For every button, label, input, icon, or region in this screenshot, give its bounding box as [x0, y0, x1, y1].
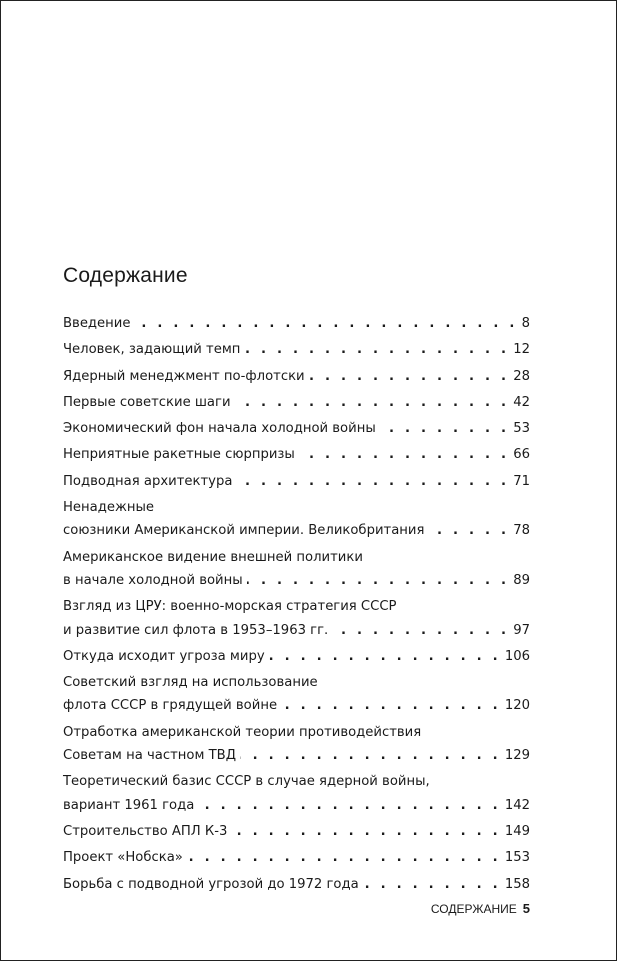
toc-page-number: 78 — [513, 523, 530, 539]
dot-leader — [299, 443, 509, 466]
dot-leader — [236, 470, 509, 493]
toc-page-number: 142 — [504, 797, 530, 813]
toc-page-number: 158 — [504, 876, 530, 892]
toc-entry-title: Американское видение внешней политики — [63, 549, 363, 565]
running-footer — [431, 901, 530, 916]
toc-entry[interactable] — [63, 595, 530, 642]
toc-entry[interactable] — [63, 417, 530, 440]
toc-entry-title: Отработка американской теории противодействия — [63, 724, 422, 740]
toc-entry[interactable] — [63, 770, 530, 817]
toc-page-number: 120 — [504, 698, 530, 714]
dot-leader — [231, 820, 500, 843]
dot-leader — [363, 873, 501, 896]
toc-entry-title: Экономический фон начала холодной войны — [63, 421, 376, 437]
toc-page-number: 153 — [504, 850, 530, 866]
toc-entry-title: в начале холодной войны — [63, 572, 243, 588]
toc-entry-title: Взгляд из ЦРУ: военно-морская стратегия СССР — [63, 599, 397, 615]
toc-entry[interactable] — [63, 645, 530, 668]
dot-leader — [269, 645, 501, 668]
toc-entry-title: Борьба с подводной угрозой до 1972 года — [63, 876, 359, 892]
dot-leader — [309, 365, 510, 388]
toc-entry-title: Подводная архитектура — [63, 473, 233, 489]
toc-page-number: 129 — [504, 748, 530, 764]
dot-leader — [380, 417, 509, 440]
toc-entry-title: флота СССР в грядущей войне — [63, 698, 278, 714]
toc-entry[interactable] — [63, 721, 530, 768]
dot-leader — [240, 744, 501, 767]
toc-entry-title: Советский взгляд на использование — [63, 675, 318, 691]
dot-leader — [281, 694, 501, 717]
toc-page-number: 106 — [504, 648, 530, 664]
page-title: Содержание — [63, 264, 188, 287]
table-of-contents — [63, 312, 530, 899]
toc-entry[interactable] — [63, 470, 530, 493]
dot-leader — [247, 569, 510, 592]
page-number: 5 — [522, 901, 530, 916]
toc-entry-title: и развитие сил флота в 1953–1963 гг. — [63, 622, 329, 638]
toc-entry-title: Строительство АПЛ К-3 — [63, 823, 228, 839]
dot-leader — [244, 338, 509, 361]
toc-entry-title: вариант 1961 года — [63, 797, 195, 813]
toc-entry[interactable] — [63, 443, 530, 466]
dot-leader — [134, 312, 517, 335]
toc-entry[interactable] — [63, 391, 530, 414]
toc-entry[interactable] — [63, 546, 530, 593]
dot-leader — [198, 794, 501, 817]
dot-leader — [235, 391, 510, 414]
toc-entry[interactable] — [63, 365, 530, 388]
toc-entry[interactable] — [63, 338, 530, 361]
toc-page-number: 71 — [513, 473, 530, 489]
toc-page-number: 8 — [521, 316, 530, 331]
toc-entry-title: Первые советские шаги — [63, 394, 231, 410]
toc-page-number: 66 — [513, 447, 530, 463]
toc-entry[interactable] — [63, 820, 530, 843]
toc-entry-title: союзники Американской империи. Великобритания — [63, 523, 425, 539]
dot-leader — [428, 519, 509, 542]
toc-page-number: 97 — [513, 622, 530, 638]
toc-entry[interactable] — [63, 671, 530, 718]
toc-entry-title: Ядерный менеджмент по-флотски — [63, 368, 305, 384]
toc-page-number: 28 — [513, 368, 530, 384]
dot-leader — [332, 619, 509, 642]
toc-entry-title: Ненадежные — [63, 500, 154, 516]
toc-entry-title: Советам на частном ТВД — [63, 748, 237, 764]
toc-entry-title: Проект «Нобска» — [63, 850, 183, 866]
toc-entry-title: Откуда исходит угроза миру — [63, 648, 265, 664]
toc-page-number: 42 — [513, 394, 530, 410]
toc-entry-title: Человек, задающий темп — [63, 342, 241, 358]
toc-entry[interactable] — [63, 846, 530, 869]
footer-section: СОДЕРЖАНИЕ — [430, 902, 517, 916]
toc-entry[interactable] — [63, 312, 530, 335]
toc-page-number: 89 — [513, 572, 530, 588]
toc-page-number: 149 — [504, 823, 530, 839]
toc-page-number: 12 — [513, 342, 530, 358]
toc-entry-title: Теоретический базис СССР в случае ядерной войны, — [63, 774, 430, 790]
toc-page-number: 53 — [513, 421, 530, 437]
toc-entry-title: Неприятные ракетные сюрпризы — [63, 447, 295, 463]
toc-entry-title: Введение — [63, 316, 131, 331]
dot-leader — [187, 846, 501, 869]
toc-entry[interactable] — [63, 496, 530, 543]
toc-entry[interactable] — [63, 873, 530, 896]
